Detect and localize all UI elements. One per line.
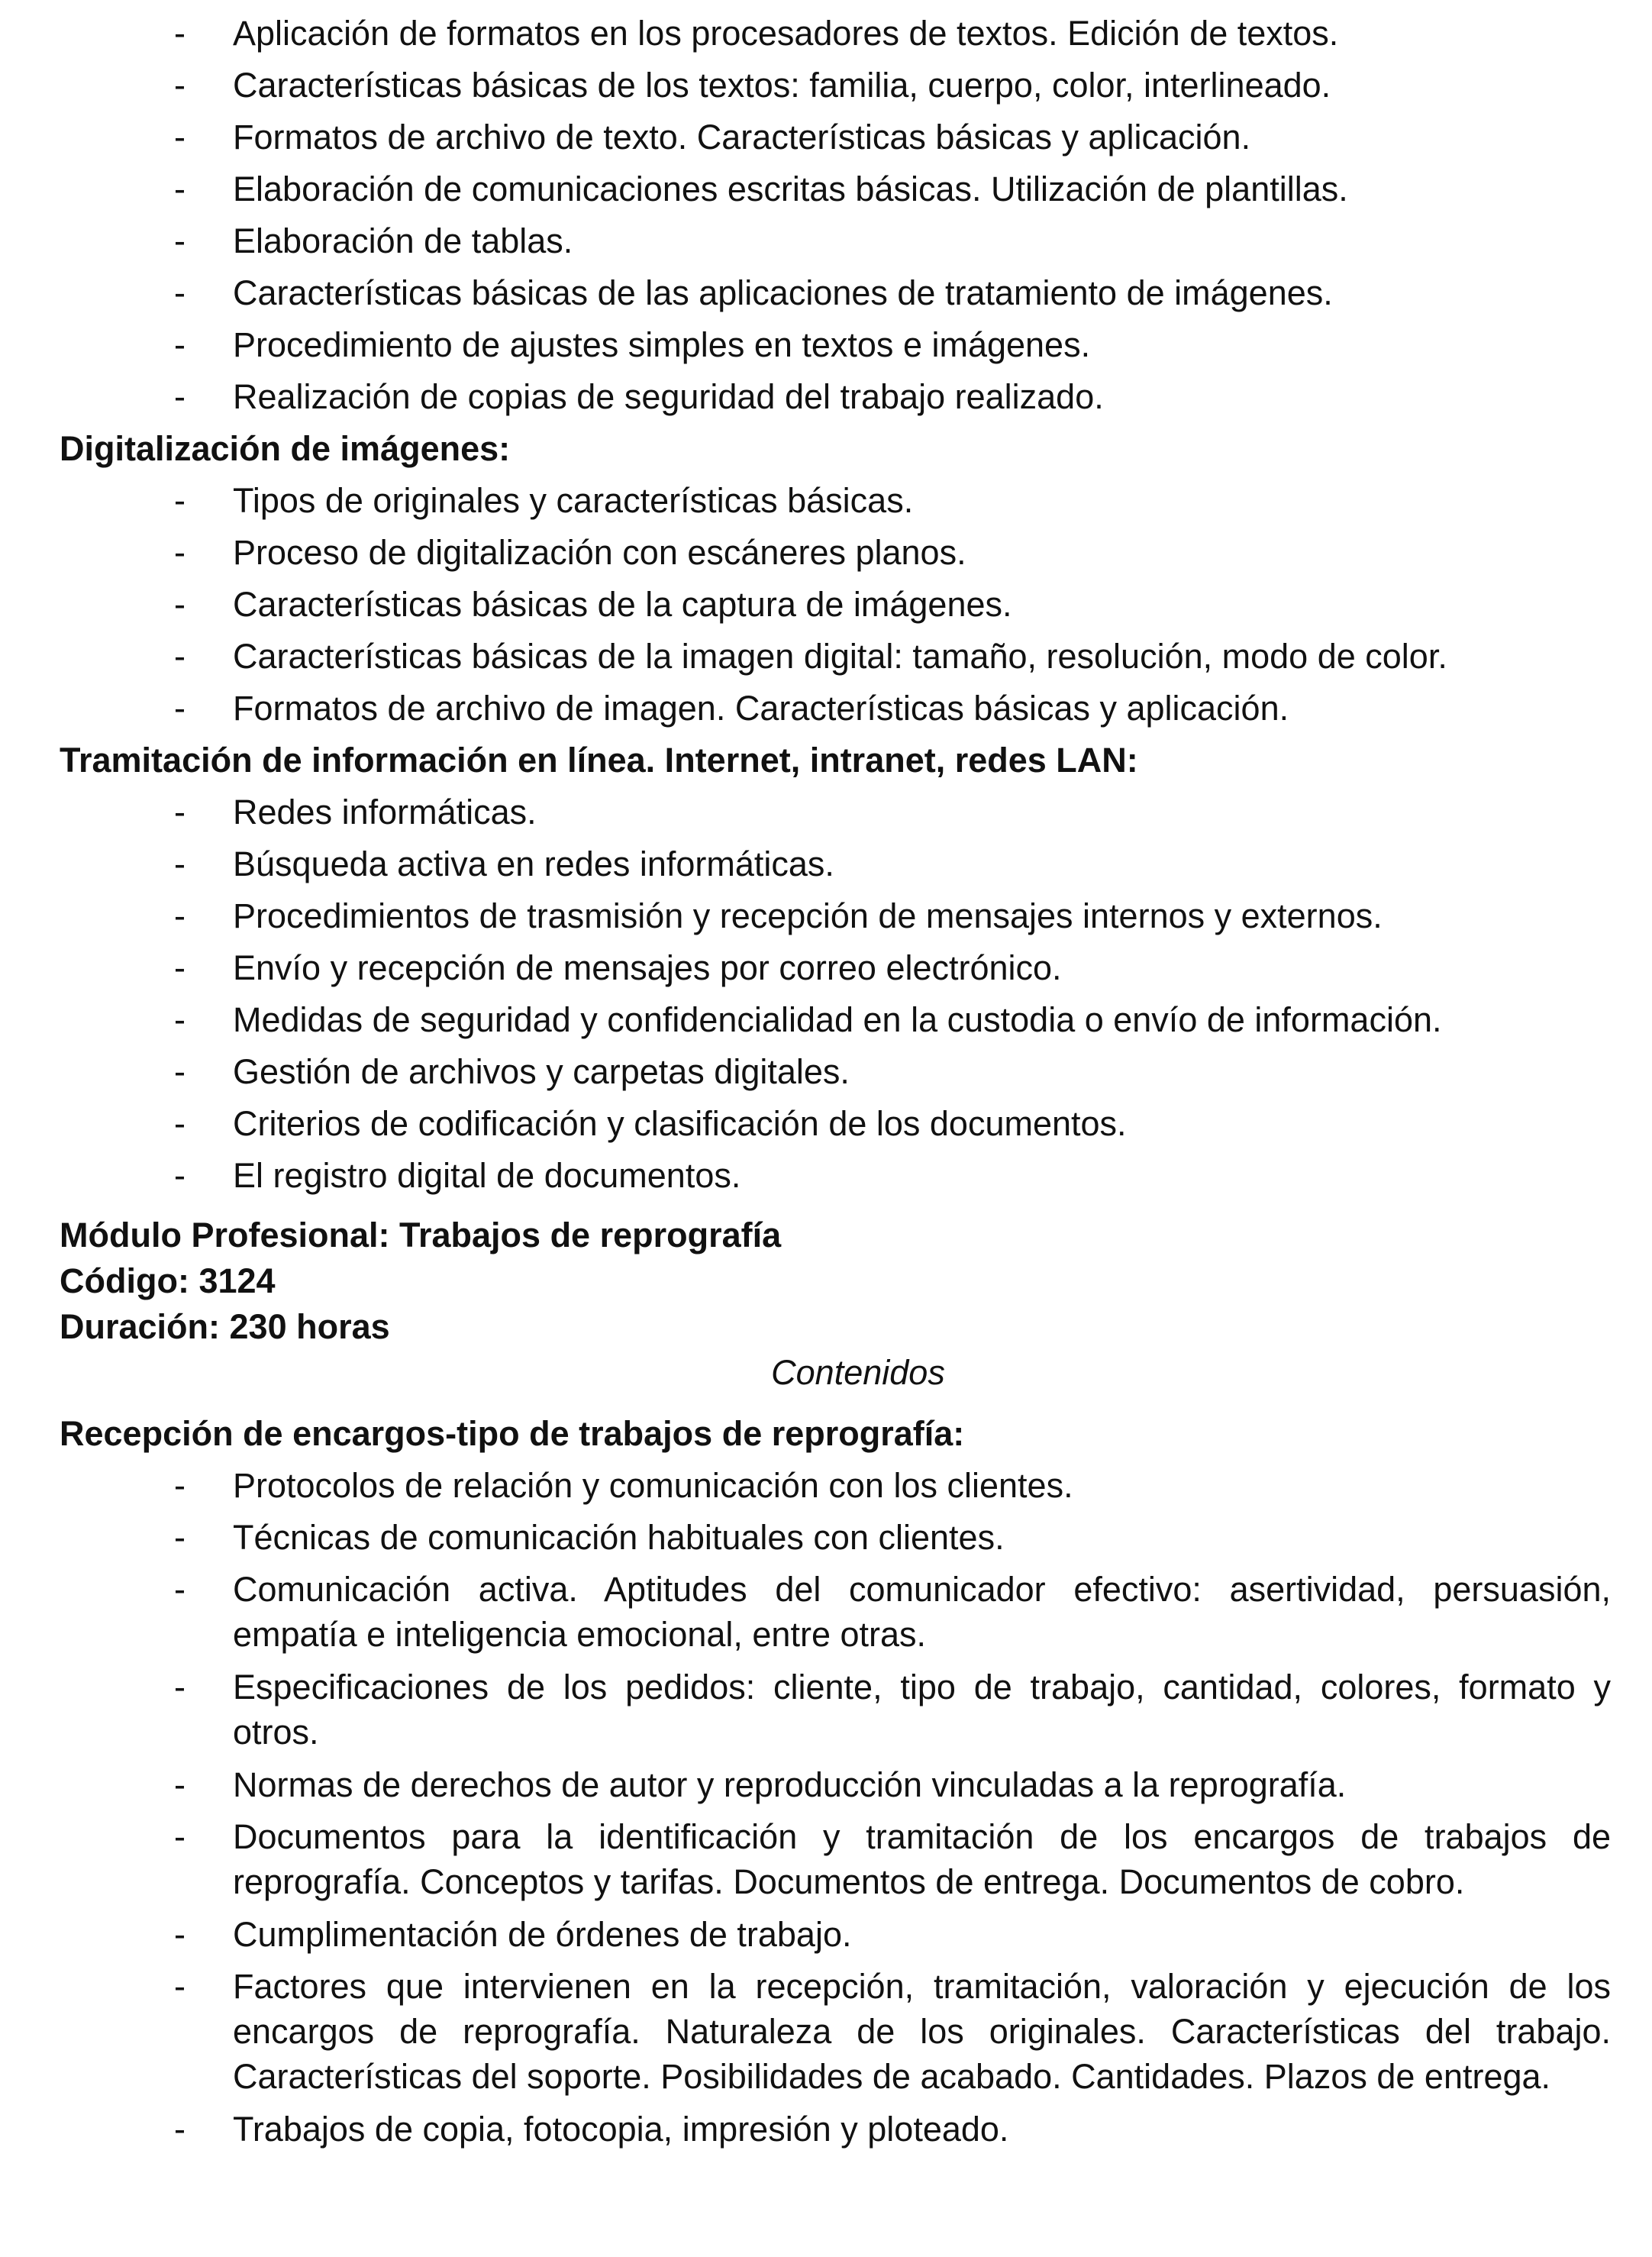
list-item: - Realización de copias de seguridad del trabajo realizado. bbox=[60, 374, 1611, 426]
bullet-dash: - bbox=[174, 1668, 186, 1706]
list-item: - Criterios de codificación y clasificación de los documentos. bbox=[60, 1101, 1611, 1153]
bullet-dash: - bbox=[174, 170, 186, 208]
bullet-dash: - bbox=[174, 793, 186, 831]
bullet-dash: - bbox=[174, 1915, 186, 1954]
list-item: - Búsqueda activa en redes informáticas. bbox=[60, 841, 1611, 893]
bullet-dash: - bbox=[174, 377, 186, 416]
list-item: - Comunicación activa. Aptitudes del comunicador efectivo: asertividad, persuasión, empatía e inteligencia emocional, entre otras. bbox=[60, 1567, 1611, 1657]
list-item: - Especificaciones de los pedidos: cliente, tipo de trabajo, cantidad, colores, formato y otros. bbox=[60, 1664, 1611, 1755]
list-item: - Trabajos de copia, fotocopia, impresión y ploteado. bbox=[60, 2107, 1611, 2159]
bullet-dash: - bbox=[174, 2110, 186, 2149]
list-item: - Elaboración de tablas. bbox=[60, 218, 1611, 270]
list-item: - Características básicas de la imagen digital: tamaño, resolución, modo de color. bbox=[60, 634, 1611, 686]
module-name: Módulo Profesional: Trabajos de reprografía bbox=[60, 1216, 782, 1254]
bullet-dash: - bbox=[174, 585, 186, 624]
bullet-dash: - bbox=[174, 896, 186, 935]
module-code: Código: 3124 bbox=[60, 1261, 276, 1300]
list-item: - Técnicas de comunicación habituales con clientes. bbox=[60, 1515, 1611, 1567]
section4-list bbox=[60, 1463, 1611, 2159]
bullet-dash: - bbox=[174, 14, 186, 53]
bullet-dash: - bbox=[174, 1570, 186, 1609]
bullet-dash: - bbox=[174, 1765, 186, 1804]
bullet-dash: - bbox=[174, 481, 186, 520]
bullet-dash: - bbox=[174, 844, 186, 883]
module-duration: Duración: 230 horas bbox=[60, 1307, 390, 1346]
section1-list bbox=[60, 11, 1611, 426]
list-item: - Formatos de archivo de imagen. Características básicas y aplicación. bbox=[60, 686, 1611, 738]
bullet-dash: - bbox=[174, 1967, 186, 2006]
bullet-dash: - bbox=[174, 637, 186, 676]
list-item: - Formatos de archivo de texto. Características básicas y aplicación. bbox=[60, 115, 1611, 166]
list-item: - Elaboración de comunicaciones escritas básicas. Utilización de plantillas. bbox=[60, 166, 1611, 218]
bullet-dash: - bbox=[174, 533, 186, 572]
contents-label: Contenidos bbox=[771, 1353, 945, 1392]
list-item: - Procedimiento de ajustes simples en textos e imágenes. bbox=[60, 322, 1611, 374]
document-page bbox=[60, 11, 1611, 2159]
bullet-dash: - bbox=[174, 1466, 186, 1505]
section-heading-tramitacion: Tramitación de información en línea. Internet, intranet, redes LAN: bbox=[60, 741, 1138, 780]
bullet-dash: - bbox=[174, 325, 186, 364]
bullet-dash: - bbox=[174, 273, 186, 312]
list-item: - Protocolos de relación y comunicación con los clientes. bbox=[60, 1463, 1611, 1515]
bullet-dash: - bbox=[174, 689, 186, 728]
bullet-dash: - bbox=[174, 1000, 186, 1039]
bullet-dash: - bbox=[174, 1156, 186, 1195]
list-item: - Tipos de originales y características básicas. bbox=[60, 478, 1611, 530]
list-item: - Características básicas de las aplicaciones de tratamiento de imágenes. bbox=[60, 270, 1611, 322]
list-item: - Cumplimentación de órdenes de trabajo. bbox=[60, 1912, 1611, 1964]
list-item: - Medidas de seguridad y confidencialidad en la custodia o envío de información. bbox=[60, 997, 1611, 1049]
bullet-dash: - bbox=[174, 1518, 186, 1557]
list-item: - Normas de derechos de autor y reproducción vinculadas a la reprografía. bbox=[60, 1762, 1611, 1814]
list-item: - Redes informáticas. bbox=[60, 789, 1611, 841]
list-item: - Características básicas de los textos: familia, cuerpo, color, interlineado. bbox=[60, 63, 1611, 115]
list-item: - Factores que intervienen en la recepción, tramitación, valoración y ejecución de los encargos de reprografía. Naturaleza de los originales. Características del trabajo. Características del soporte. Posibilidades de acabado. Cantidades. Plazos de entrega. bbox=[60, 1964, 1611, 2099]
bullet-dash: - bbox=[174, 1817, 186, 1856]
bullet-dash: - bbox=[174, 1104, 186, 1143]
list-item: - Gestión de archivos y carpetas digitales. bbox=[60, 1049, 1611, 1101]
bullet-dash: - bbox=[174, 66, 186, 105]
list-item: - El registro digital de documentos. bbox=[60, 1153, 1611, 1205]
list-item: - Proceso de digitalización con escáneres planos. bbox=[60, 530, 1611, 582]
list-item: - Características básicas de la captura de imágenes. bbox=[60, 582, 1611, 634]
spacer bbox=[60, 1205, 1611, 1212]
bullet-dash: - bbox=[174, 948, 186, 987]
list-item: - Aplicación de formatos en los procesadores de textos. Edición de textos. bbox=[60, 11, 1611, 63]
section-heading-recepcion: Recepción de encargos-tipo de trabajos de reprografía: bbox=[60, 1414, 965, 1453]
bullet-dash: - bbox=[174, 221, 186, 260]
list-item: - Procedimientos de trasmisión y recepción de mensajes internos y externos. bbox=[60, 893, 1611, 945]
section2-list bbox=[60, 478, 1611, 738]
section-heading-digitalizacion: Digitalización de imágenes: bbox=[60, 429, 511, 468]
bullet-dash: - bbox=[174, 1052, 186, 1091]
bullet-dash: - bbox=[174, 118, 186, 157]
list-item: - Envío y recepción de mensajes por correo electrónico. bbox=[60, 945, 1611, 997]
list-item: - Documentos para la identificación y tramitación de los encargos de trabajos de reprografía. Conceptos y tarifas. Documentos de entrega. Documentos de cobro. bbox=[60, 1814, 1611, 1904]
section3-list bbox=[60, 789, 1611, 1205]
